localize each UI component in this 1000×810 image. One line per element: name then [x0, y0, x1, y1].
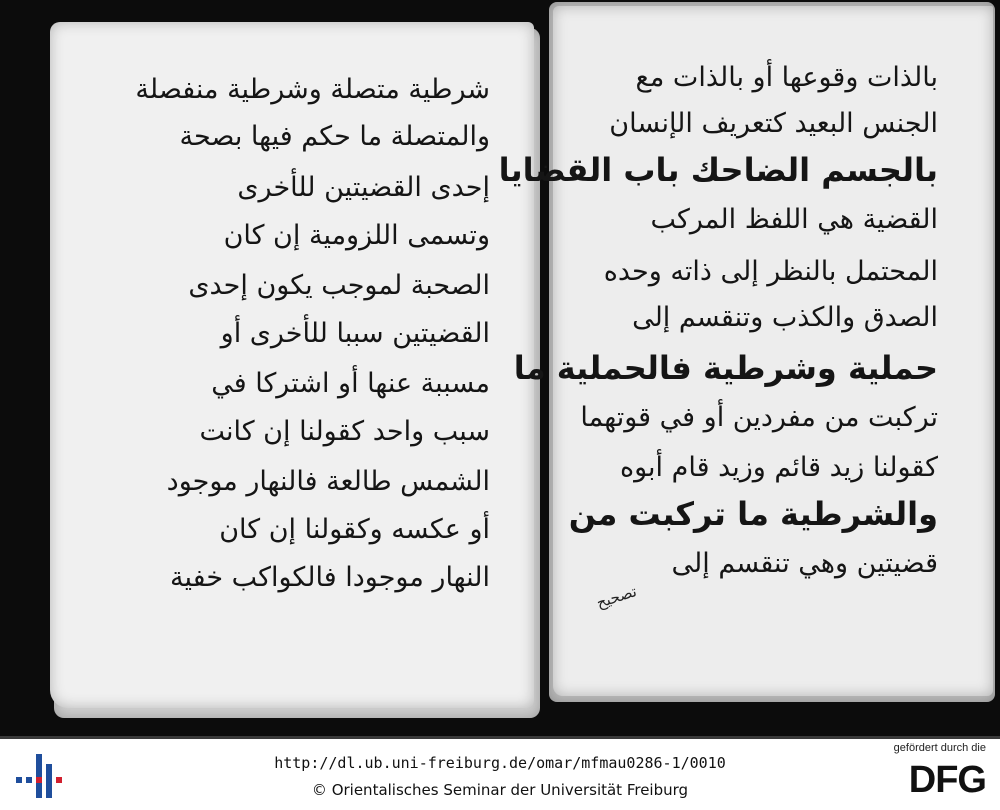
manuscript-line: والشرطية ما تركبت من	[568, 495, 938, 533]
manuscript-line: سبب واحد كقولنا إن كانت	[199, 416, 490, 447]
manuscript-line: حملية وشرطية فالحملية ما	[513, 349, 938, 387]
manuscript-line: الصحبة لموجب يكون إحدى	[188, 270, 490, 301]
manuscript-line: شرطية متصلة وشرطية منفصلة	[135, 74, 490, 105]
left-page-text	[135, 70, 490, 610]
manuscript-line: الصدق والكذب وتنقسم إلى	[632, 302, 938, 333]
manuscript-line: القضية هي اللفظ المركب	[650, 204, 938, 235]
manuscript-line: الشمس طالعة فالنهار موجود	[166, 466, 490, 497]
manuscript-line: أو عكسه وكقولنا إن كان	[219, 514, 490, 545]
copyright-text: © Orientalisches Seminar der Universität Freiburg	[311, 781, 689, 799]
manuscript-line: تركبت من مفردين أو في قوتهما	[580, 402, 938, 433]
dfg-logo: DFG	[908, 759, 986, 801]
funding-note: gefördert durch die	[893, 742, 986, 754]
manuscript-line: مسببة عنها أو اشتركا في	[211, 368, 490, 399]
manuscript-line: الجنس البعيد كتعريف الإنسان	[609, 108, 938, 139]
manuscript-line: قضيتين وهي تنقسم إلى	[671, 548, 938, 579]
manuscript-line: والمتصلة ما حكم فيها بصحة	[179, 121, 490, 152]
manuscript-line: النهار موجودا فالكواكب خفية	[170, 562, 490, 593]
right-page-text	[498, 58, 938, 618]
manuscript-line: وتسمى اللزومية إن كان	[223, 220, 490, 251]
manuscript-line: كقولنا زيد قائم وزيد قام أبوه	[619, 452, 938, 483]
footer-bar	[0, 736, 1000, 810]
manuscript-line: القضيتين سببا للأخرى أو	[220, 318, 490, 349]
manuscript-line: بالذات وقوعها أو بالذات مع	[635, 62, 938, 93]
manuscript-line: بالجسم الضاحك باب القضايا	[498, 151, 938, 189]
marginal-note: تصحيح	[594, 582, 639, 612]
footer-divider	[0, 736, 1000, 739]
permalink-url[interactable]: http://dl.ub.uni-freiburg.de/omar/mfmau0286-1/0010	[274, 754, 726, 772]
manuscript-line: إحدى القضيتين للأخرى	[237, 172, 490, 203]
manuscript-line: المحتمل بالنظر إلى ذاته وحده	[603, 256, 938, 287]
